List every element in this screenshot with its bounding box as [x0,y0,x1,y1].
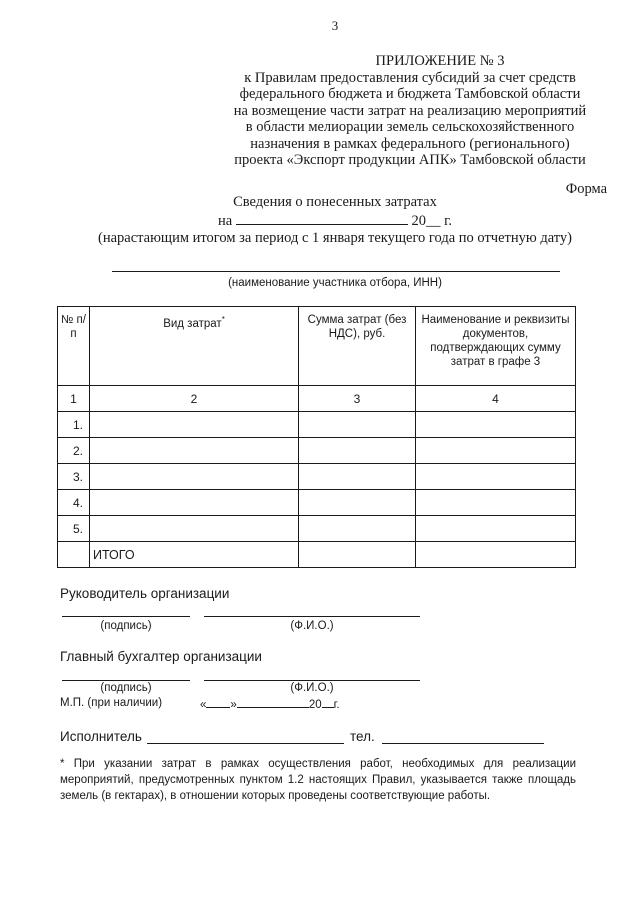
accountant-fio-field[interactable] [204,680,420,681]
table-row [58,438,576,464]
head-fio-field[interactable] [204,616,420,617]
form-label: Форма [565,181,607,197]
annex-line: проекта «Экспорт продукции АПК» Тамбовской области [234,152,586,168]
amount-cell[interactable] [299,516,416,542]
expense-type-cell[interactable] [90,464,299,490]
table-row [58,412,576,438]
amount-cell[interactable] [299,464,416,490]
head-signature-field[interactable] [62,616,190,617]
title-line-2 [0,211,640,230]
documents-cell[interactable] [416,464,576,490]
amount-cell[interactable] [299,438,416,464]
participant-name-field[interactable] [112,271,560,272]
head-title: Руководитель организации [60,586,230,601]
form-title [0,194,640,247]
row-number: 4. [58,490,90,516]
page-number: 3 [331,18,339,33]
date-field: « » 20 г. [200,699,340,711]
expense-type-cell[interactable] [90,438,299,464]
documents-cell[interactable] [416,490,576,516]
date-month-field[interactable] [237,697,309,708]
head-fio-caption: (Ф.И.О.) [290,620,334,632]
accountant-fio-caption: (Ф.И.О.) [290,682,334,694]
annex-header [200,53,620,169]
annex-line: назначения в рамках федерального (регионального) [250,135,570,152]
expense-type-cell[interactable] [90,412,299,438]
documents-cell[interactable] [416,412,576,438]
header-number: № п/п [58,307,90,386]
expenses-table [57,306,576,568]
phone-field[interactable] [382,743,544,744]
footnote: * При указании затрат в рамках осуществления работ, необходимых для реализации мероприятий, предусмотренных пунктом 1.2 настоящих Правил, указывается также площадь земель (в гектарах), в отношении которых проведены соответствующие работы. [60,758,576,802]
title-line-1: Сведения о понесенных затратах [233,194,437,210]
accountant-title: Главный бухгалтер организации [60,649,262,664]
title-line-3: (нарастающим итогом за период с 1 января текущего года по отчетную дату) [97,230,572,246]
title-on-label: на [217,213,233,229]
total-amount-cell[interactable] [299,542,416,568]
footnote-mark: * [221,315,225,324]
annex-line: к Правилам предоставления субсидий за счет средств [244,69,576,86]
annex-line: на возмещение части затрат на реализацию мероприятий [233,102,587,119]
col-number: 2 [90,386,299,412]
column-number-row [58,386,576,412]
expense-type-cell[interactable] [90,490,299,516]
table-row [58,516,576,542]
seal-label: М.П. (при наличии) [60,697,163,709]
date-year-field[interactable] [322,697,334,708]
date-day-field[interactable] [206,697,230,708]
table-header-row [58,307,576,386]
amount-cell[interactable] [299,412,416,438]
row-number: 2. [58,438,90,464]
row-number: 3. [58,464,90,490]
total-documents-cell[interactable] [416,542,576,568]
col-number: 1 [58,386,90,412]
participant-caption: (наименование участника отбора, ИНН) [228,277,442,289]
annex-title: ПРИЛОЖЕНИЕ № 3 [375,53,505,69]
report-date-field[interactable] [236,211,408,225]
head-signature-caption: (подпись) [100,620,152,632]
header-documents: Наименование и реквизиты документов, подтверждающих сумму затрат в графе 3 [416,307,576,386]
accountant-signature-field[interactable] [62,680,190,681]
row-number: 1. [58,412,90,438]
col-number: 3 [299,386,416,412]
annex-line: федерального бюджета и бюджета Тамбовской области [239,86,581,102]
amount-cell[interactable] [299,490,416,516]
executor-label: Исполнитель [60,729,142,744]
total-number-cell [58,542,90,568]
col-number: 4 [416,386,576,412]
row-number: 5. [58,516,90,542]
table-row [58,490,576,516]
annex-line: в области мелиорации земель сельскохозяйственного [245,119,575,135]
accountant-signature-caption: (подпись) [100,682,152,694]
table-row [58,464,576,490]
total-row [58,542,576,568]
header-expense-type: Вид затрат* [90,307,299,386]
expense-type-cell[interactable] [90,516,299,542]
phone-label: тел. [350,729,375,744]
documents-cell[interactable] [416,438,576,464]
documents-cell[interactable] [416,516,576,542]
title-year: 20__ г. [411,213,452,229]
total-label: ИТОГО [90,542,299,568]
header-amount: Сумма затрат (без НДС), руб. [299,307,416,386]
executor-field[interactable] [147,743,344,744]
